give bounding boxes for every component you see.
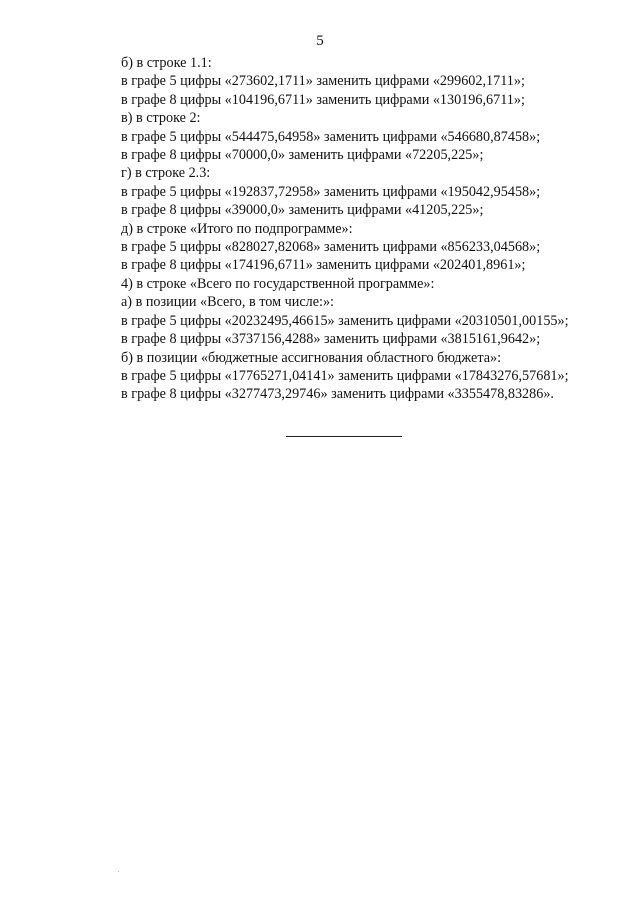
amendment-line: в графе 5 цифры «544475,64958» заменить цифрами «546680,87458»;: [121, 128, 541, 145]
position-b-regional-budget: б) в позиции «бюджетные ассигнования областного бюджета»:: [121, 349, 502, 366]
amendment-line: в графе 8 цифры «39000,0» заменить цифрами «41205,225»;: [121, 202, 484, 219]
amendment-line: в графе 8 цифры «70000,0» заменить цифрами «72205,225»;: [121, 147, 484, 164]
amendment-line: в графе 5 цифры «20232495,46615» заменить цифрами «20310501,00155»;: [121, 312, 569, 329]
amendment-line: в графе 5 цифры «17765271,04141» заменить цифрами «17843276,57681»;: [121, 367, 569, 384]
subitem-g-row-2-3: г) в строке 2.3:: [121, 165, 211, 182]
position-a-total: а) в позиции «Всего, в том числе:»:: [121, 294, 334, 311]
scan-speck: [118, 871, 119, 872]
end-of-document-rule: [286, 436, 402, 437]
subitem-d-subprogram-total: д) в строке «Итого по подпрограмме»:: [121, 220, 353, 237]
subitem-b-row-1-1: б) в строке 1.1:: [121, 55, 212, 71]
amendment-line: в графе 5 цифры «828027,82068» заменить цифрами «856233,04568»;: [121, 239, 541, 256]
amendment-line: в графе 8 цифры «3737156,4288» заменить цифрами «3815161,9642»;: [121, 331, 541, 348]
amendment-line: в графе 5 цифры «273602,1711» заменить цифрами «299602,1711»;: [121, 73, 525, 90]
subitem-v-row-2: в) в строке 2:: [121, 110, 201, 127]
amendment-line: в графе 5 цифры «192837,72958» заменить цифрами «195042,95458»;: [121, 183, 541, 200]
page-number: 5: [316, 33, 324, 49]
document-body: [121, 54, 621, 404]
item-4-program-total: 4) в строке «Всего по государственной программе»:: [121, 275, 435, 292]
amendment-line: в графе 8 цифры «3277473,29746» заменить цифрами «3355478,83286».: [121, 386, 554, 403]
amendment-line: в графе 8 цифры «104196,6711» заменить цифрами «130196,6711»;: [121, 91, 525, 108]
amendment-line: в графе 8 цифры «174196,6711» заменить цифрами «202401,8961»;: [121, 257, 526, 274]
